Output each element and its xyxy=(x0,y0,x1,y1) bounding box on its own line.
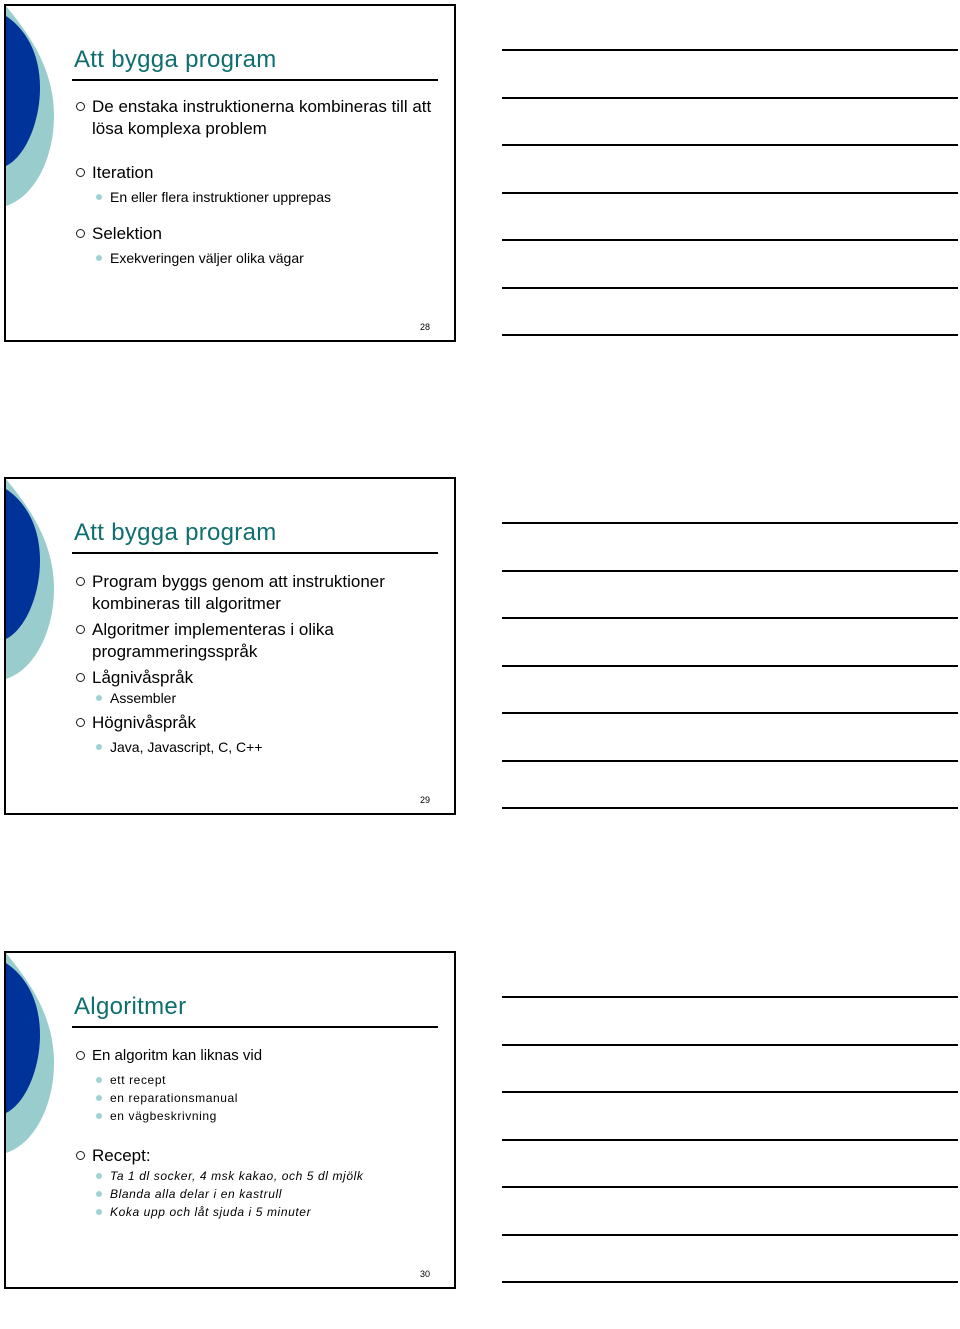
bullet-item: Selektion xyxy=(74,223,434,245)
slide-30 xyxy=(4,951,456,1289)
title-underline xyxy=(72,1026,438,1028)
dot-bullet-icon xyxy=(96,1113,102,1119)
bullet-item: Algoritmer implementeras i olika programmeringsspråk xyxy=(74,619,434,663)
bullet-item: Högnivåspråk xyxy=(74,712,434,734)
note-line xyxy=(502,570,958,572)
dot-bullet-icon xyxy=(96,1209,102,1215)
slide-content xyxy=(74,1045,434,1221)
note-line xyxy=(502,97,958,99)
slide-content xyxy=(74,96,434,268)
page-number: 28 xyxy=(419,322,430,332)
ring-bullet-icon xyxy=(76,577,85,586)
ring-bullet-icon xyxy=(76,718,85,727)
note-line xyxy=(502,192,958,194)
note-line xyxy=(502,712,958,714)
ring-bullet-icon xyxy=(76,102,85,111)
ring-bullet-icon xyxy=(76,229,85,238)
note-line xyxy=(502,1234,958,1236)
dot-bullet-icon xyxy=(96,1077,102,1083)
notes-lines-29 xyxy=(502,522,958,855)
dot-bullet-icon xyxy=(96,255,102,261)
notes-lines-30 xyxy=(502,996,958,1329)
slide-decoration-shape xyxy=(6,953,66,1153)
ring-bullet-icon xyxy=(76,625,85,634)
slide-29 xyxy=(4,477,456,815)
dot-bullet-icon xyxy=(96,1173,102,1179)
note-line xyxy=(502,617,958,619)
ring-bullet-icon xyxy=(76,1051,85,1060)
note-line xyxy=(502,239,958,241)
sub-bullet-item: Java, Javascript, C, C++ xyxy=(96,738,434,757)
bullet-item: Lågnivåspråk xyxy=(74,667,434,689)
sub-bullet-item: Assembler xyxy=(96,689,434,708)
page-number: 29 xyxy=(419,795,430,805)
note-line xyxy=(502,1091,958,1093)
slide-title: Algoritmer xyxy=(74,993,187,1020)
note-line xyxy=(502,1139,958,1141)
dot-bullet-icon xyxy=(96,1191,102,1197)
slide-content xyxy=(74,571,434,757)
dot-bullet-icon xyxy=(96,194,102,200)
slide-28 xyxy=(4,4,456,342)
note-line xyxy=(502,1281,958,1283)
ring-bullet-icon xyxy=(76,1151,85,1160)
sub-bullet-item: ett recept xyxy=(96,1071,434,1089)
note-line xyxy=(502,996,958,998)
dot-bullet-icon xyxy=(96,744,102,750)
slide-decoration-shape xyxy=(6,479,66,679)
note-line xyxy=(502,49,958,51)
bullet-item: De enstaka instruktionerna kombineras till att lösa komplexa problem xyxy=(74,96,434,140)
note-line xyxy=(502,665,958,667)
sub-bullet-item: Exekveringen väljer olika vägar xyxy=(96,249,434,268)
sub-bullet-item: en vägbeskrivning xyxy=(96,1107,434,1125)
sub-bullet-item: en reparationsmanual xyxy=(96,1089,434,1107)
sub-bullet-item: En eller flera instruktioner upprepas xyxy=(96,188,434,207)
note-line xyxy=(502,1186,958,1188)
note-line xyxy=(502,807,958,809)
note-line xyxy=(502,1044,958,1046)
bullet-item: Recept: xyxy=(74,1145,434,1167)
bullet-item: Iteration xyxy=(74,162,434,184)
ring-bullet-icon xyxy=(76,673,85,682)
title-underline xyxy=(72,79,438,81)
note-line xyxy=(502,522,958,524)
dot-bullet-icon xyxy=(96,695,102,701)
note-line xyxy=(502,144,958,146)
title-underline xyxy=(72,552,438,554)
sub-bullet-item: Koka upp och låt sjuda i 5 minuter xyxy=(96,1203,434,1221)
slide-decoration-shape xyxy=(6,6,66,206)
bullet-item: En algoritm kan liknas vid xyxy=(74,1045,434,1067)
slide-title: Att bygga program xyxy=(74,519,277,546)
note-line xyxy=(502,760,958,762)
note-line xyxy=(502,287,958,289)
sub-bullet-item: Ta 1 dl socker, 4 msk kakao, och 5 dl mjölk xyxy=(96,1167,434,1185)
dot-bullet-icon xyxy=(96,1095,102,1101)
sub-bullet-item: Blanda alla delar i en kastrull xyxy=(96,1185,434,1203)
bullet-item: Program byggs genom att instruktioner kombineras till algoritmer xyxy=(74,571,434,615)
slide-title: Att bygga program xyxy=(74,46,277,73)
notes-lines-28 xyxy=(502,49,958,382)
page-number: 30 xyxy=(419,1269,430,1279)
ring-bullet-icon xyxy=(76,168,85,177)
note-line xyxy=(502,334,958,336)
